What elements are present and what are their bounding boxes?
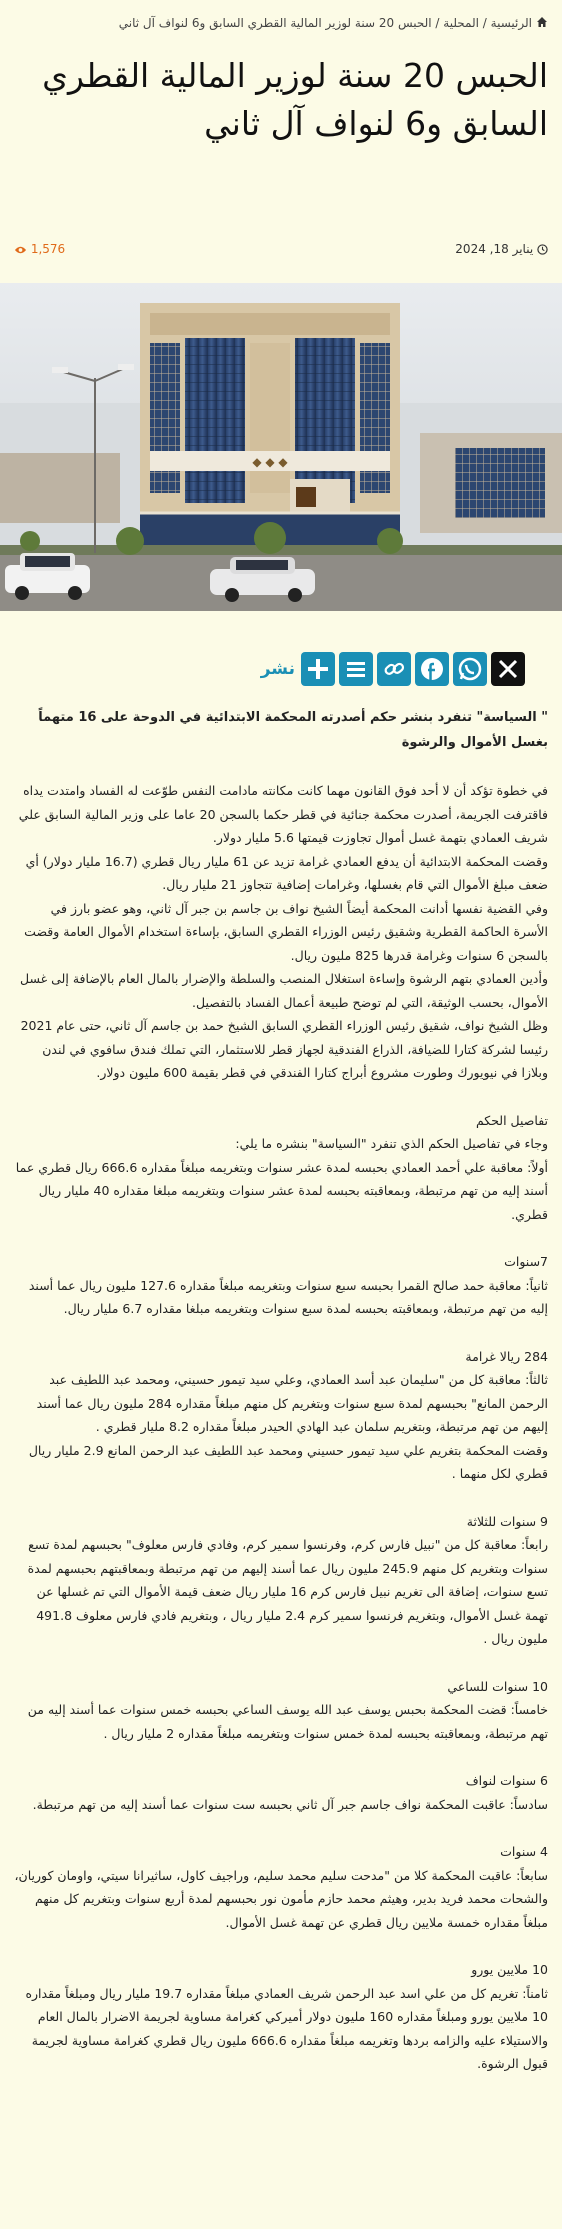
- paragraph: رابعاً: معاقبة كل من "نبيل فارس كرم، وفرنسوا سمير كرم، وفادي فارس معلوف" بحبسهم لمدة تسع سنوات وبتغريم كل منهم 245.9 مليون ريال عما أسند إليهم من تهم مرتبطة وبمعاقبتهم بحبسهم لمدة تسع سنوات، إضافة الى تغريم نبيل فارس كرم 16 مليار ريال ضعف قيمة الأموال التي تم غسلها عن تهمة غسل الأموال، وبتغريم فرنسوا سمير كرم 2.4 مليار ريال ، وبتغريم فادي فارس معلوف 491.8 مليون ريال .: [27, 1537, 548, 1646]
- facebook-icon[interactable]: [415, 652, 449, 686]
- share-label[interactable]: نشر: [260, 659, 295, 679]
- share-bar: [260, 652, 525, 688]
- paragraph: وقضت المحكمة بتغريم علي سيد تيمور حسيني ومحمد عبد اللطيف عبد الرحمن المانع 2.9 مليار ريال قطري لكل منهما .: [28, 1442, 548, 1481]
- paragraph: وجاء في تفاصيل الحكم الذي تنفرد "السياسة" بنشره ما يلي:: [235, 1136, 548, 1151]
- home-icon[interactable]: [536, 16, 548, 28]
- article-title: الحبس 20 سنة لوزير المالية القطري السابق و6 لنواف آل ثاني: [42, 56, 548, 143]
- paragraph: وظل الشيخ نواف، شقيق رئيس الوزراء القطري السابق الشيخ حمد بن جاسم آل ثاني، حتى عام 2021 رئيسا لشركة كتارا للضيافة، الذراع الفندقية لجهاز قطر للاستثمار، التي تملك فندق سافوي في لندن وبلازا في نيويورك وطورت مشروع أبراج كتارا الفندقي في قطر بقيمة 600 مليون دولار.: [20, 1018, 548, 1080]
- section-heading: 4 سنوات: [500, 1844, 548, 1859]
- whatsapp-icon[interactable]: [453, 652, 487, 686]
- share-plus-icon[interactable]: [301, 652, 335, 686]
- breadcrumb: [10, 14, 548, 32]
- date-text: يناير 18, 2024: [455, 242, 534, 256]
- breadcrumb-section-link[interactable]: المحلية: [443, 16, 479, 30]
- paragraph: وفي القضية نفسها أدانت المحكمة أيضاً الشيخ نواف بن جاسم بن جبر آل ثاني، وهو عضو بارز في الأسرة الحاكمة القطرية وشقيق رئيس الوزراء القطري السابق، بإساءة استخدام الأموال العامة وقضت بالسجن 6 سنوات وغرامة قدرها 825 مليون ريال.: [24, 900, 548, 963]
- breadcrumb-separator: /: [478, 16, 491, 30]
- paragraph: أولاً: معاقبة علي أحمد العمادي بحبسه لمدة عشر سنوات وبتغريمه مبلغاً مقداره 666.6 ريال قطري عما أسند إليه من تهم مرتبطة، وبمعاقبته بحبسه لمدة عشر سنوات وبتغريمه مبلغا مقداره 40 مليار ريال قطري.: [15, 1159, 548, 1222]
- clock-icon: [537, 244, 548, 255]
- article-meta: [14, 240, 548, 260]
- breadcrumb-current: الحبس 20 سنة لوزير المالية القطري السابق و6 لنواف آل ثاني: [118, 16, 432, 30]
- paragraph: وقضت المحكمة الابتدائية أن يدفع العمادي غرامة تزيد عن 61 مليار ريال قطري (16.7 مليار دولار) أي ضعف مبلغ الأموال التي قام بغسلها، وغرامات إضافية تتجاوز 21 مليار ريال.: [25, 853, 548, 892]
- breadcrumb-separator: /: [431, 16, 444, 30]
- article-body: [14, 705, 548, 2076]
- paragraph: ثالثاً: معاقبة كل من "سليمان عبد أسد العمادي، وعلي سيد تيمور حسيني، ومحمد عبد اللطيف عبد الرحمن المانع" بحبسهم لمدة سبع سنوات وبتغريم كل منهم مبلغاً مقداره 284 مليون ريال عما أسند إليهم من تهم مرتبطة، وبتغريم سلمان عبد الهادي الحيدر مبلغاً مقداره 8.2 مليار قطري .: [36, 1372, 548, 1434]
- x-icon[interactable]: [491, 652, 525, 686]
- section-heading: 10 سنوات للساعي: [447, 1678, 548, 1694]
- section-heading: 9 سنوات للثلاثة: [466, 1513, 548, 1529]
- svg-text:◆ ◆ ◆: ◆ ◆ ◆: [252, 455, 288, 469]
- paragraph: ثامناً: تغريم كل من علي اسد عبد الرحمن شريف العمادي مبلغاً مقداره 19.7 مليار ريال ومبلغاً مقداره 10 ملايين يورو ومبلغاً مقداره 160 مليون دولار أميركي كغرامة مساوية لجريمة الاضرار بالمال العام والاستيلاء عليه والزامه بردها وتغريمه مبلغاً مقداره 666.6 مليون ريال قطري كغرامة مساوية لجريمة قبول الرشوة.: [25, 1985, 548, 2071]
- paragraph: خامساً: قضت المحكمة بحبس يوسف عبد الله يوسف الساعي بحبسه خمس سنوات عما أسند إليه من تهم مرتبطة، وبمعاقبته بحبسه لمدة خمس سنوات وبتغريمه مبلغاً مقداره 2 مليار ريال .: [27, 1702, 548, 1741]
- section-heading: 6 سنوات لنواف: [465, 1773, 548, 1788]
- link-icon[interactable]: [377, 652, 411, 686]
- view-count-value: 1,576: [30, 242, 66, 256]
- paragraph: سابعاً: عاقبت المحكمة كلا من "مدحت سليم محمد سليم، وراجيف كاول، ساثيرانا سيتي، واومان كوريان، والشحات محمد فريد بدير، وهيثم محمد حازم مأمون نور بحبسهم لمدة أربع سنوات وبتغريم كل منهم مبلغاً مقداره خمسة ملايين ريال قطري عن تهمة غسل الأموال.: [14, 1867, 548, 1930]
- article-lead: " السياسة" تنفرد بنشر حكم أصدرته المحكمة الابتدائية في الدوحة على 16 متهماً بغسل الأموال والرشوة: [38, 710, 548, 750]
- paragraph: في خطوة تؤكد أن لا أحد فوق القانون مهما كانت مكانته مادامت النفس طوّعت له الفساد وامتدت يداه فاقترفت الجريمة، أصدرت محكمة جنائية في قطر حكما بالسجن 20 عاما على وزير المالية السابق علي شريف العمادي بتهمة غسل أموال تجاوزت قيمتها 5.6 مليار دولار.: [18, 783, 548, 845]
- email-icon[interactable]: [339, 652, 373, 686]
- article-date: [455, 242, 548, 256]
- paragraph: وأدين العمادي بتهم الرشوة وإساءة استغلال المنصب والسلطة والإضرار بالمال العام بالإضافة إلى غسل الأموال، بحسب الوثيقة، التي لم توضح طبيعة أعمال الفساد بالتفصيل.: [20, 971, 548, 1010]
- eye-icon: [14, 245, 27, 255]
- paragraph: سادساً: عاقبت المحكمة نواف جاسم جبر آل ثاني بحبسه ست سنوات عما أسند إليه من تهم مرتبطة.: [32, 1796, 548, 1812]
- section-heading: تفاصيل الحكم: [475, 1112, 548, 1128]
- view-count: [14, 242, 65, 256]
- section-heading: 7سنوات: [504, 1254, 548, 1269]
- section-heading: 10 ملايين يورو: [471, 1962, 548, 1977]
- article-image: [0, 283, 562, 611]
- paragraph: ثانياً: معاقبة حمد صالح القمرا بحبسه سبع سنوات وبتغريمه مبلغاً مقداره 127.6 مليون ريال عما أسند إليه من تهم مرتبطة، وبمعاقبته بحبسه لمدة سبع سنوات وبتغريمه مبلغا مقداره 6.7 مليار ريال.: [28, 1277, 548, 1316]
- breadcrumb-home-link[interactable]: الرئيسية: [490, 16, 532, 30]
- section-heading: 284 ريالا غرامة: [465, 1348, 548, 1364]
